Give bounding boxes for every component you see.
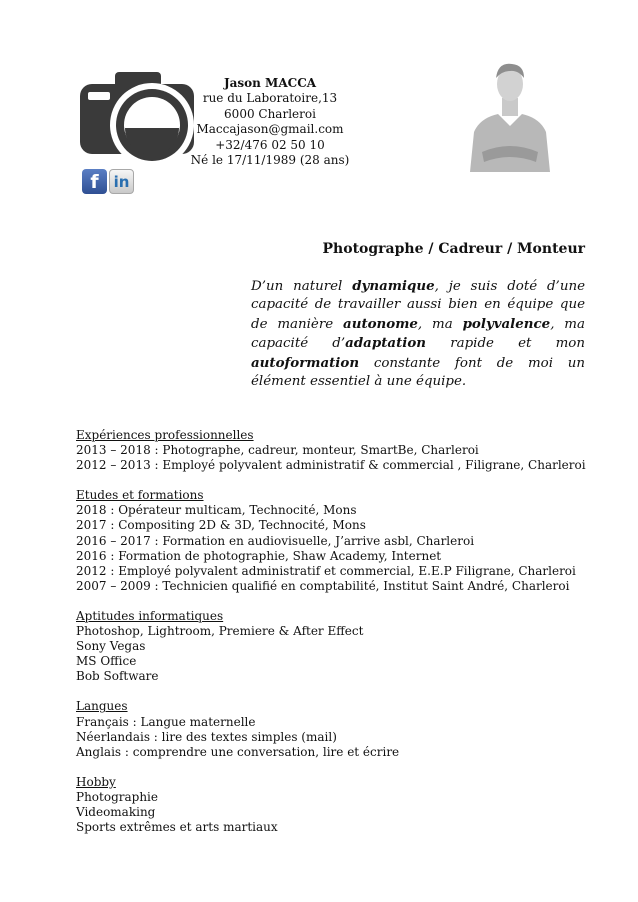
section-line: Français : Langue maternelle: [76, 714, 256, 729]
profile-photo: [468, 56, 552, 172]
section-line: Videomaking: [76, 804, 156, 819]
section-line: 2016 : Formation de photographie, Shaw Academy, Internet: [76, 548, 442, 563]
section-line: Anglais : comprendre une conversation, lire et écrire: [76, 744, 400, 759]
contact-street: rue du Laboratoire,13: [202, 91, 338, 106]
social-links: [82, 169, 134, 194]
summary-text: , ma capacité d’: [251, 316, 585, 352]
section-title: Hobby: [76, 774, 116, 789]
cv-section: [76, 775, 596, 835]
section-title: Langues: [76, 699, 128, 714]
section-title: Expériences professionnelles: [76, 428, 254, 442]
facebook-glyph: f: [90, 170, 99, 193]
section-line: 2016 – 2017 : Formation en audiovisuelle, J’arrive asbl, Charleroi: [76, 533, 475, 548]
summary-text: , je suis doté d’une capacité de travailler aussi bien en équipe que de manière: [251, 279, 585, 332]
summary-keyword: autoformation: [251, 354, 360, 371]
cv-section: [76, 609, 596, 684]
camera-logo-icon: [78, 70, 196, 168]
section-line: 2007 – 2009 : Technicien qualifié en comptabilité, Institut Saint André, Charleroi: [76, 578, 570, 593]
summary-text: rapide et mon: [426, 336, 585, 352]
section-line: Bob Software: [76, 669, 159, 684]
linkedin-glyph: in: [113, 172, 130, 191]
contact-email: Maccajason@gmail.com: [196, 122, 344, 137]
section-line: 2012 : Employé polyvalent administratif et commercial, E.E.P Filigrane, Charleroi: [76, 563, 576, 578]
section-line: 2018 : Opérateur multicam, Technocité, Mons: [76, 503, 357, 518]
summary-text: D’un naturel: [251, 279, 353, 294]
cv-section: [76, 699, 596, 759]
section-title: Aptitudes informatiques: [76, 608, 224, 623]
summary-paragraph: [251, 277, 585, 391]
linkedin-icon[interactable]: [109, 169, 134, 194]
contact-block: [190, 76, 350, 168]
section-line: MS Office: [76, 654, 137, 669]
summary-keyword: polyvalence: [462, 315, 551, 332]
facebook-icon[interactable]: [82, 169, 107, 194]
section-line: Photographie: [76, 789, 158, 804]
summary-keyword: adaptation: [345, 335, 427, 352]
section-line: 2013 – 2018 : Photographe, cadreur, monteur, SmartBe, Charleroi: [76, 443, 479, 458]
summary-text: , ma: [417, 316, 463, 332]
section-line: Néerlandais : lire des textes simples (mail): [76, 729, 337, 744]
contact-phone: +32/476 02 50 10: [215, 137, 325, 152]
section-line: Sony Vegas: [76, 639, 146, 654]
summary-keyword: autonome: [343, 315, 418, 332]
section-line: Photoshop, Lightroom, Premiere & After Effect: [76, 624, 364, 639]
contact-name: Jason MACCA: [223, 76, 317, 90]
cv-sections: [76, 428, 596, 850]
section-title: Etudes et formations: [76, 488, 204, 503]
contact-birthdate: Né le 17/11/1989 (28 ans): [190, 153, 350, 168]
summary-keyword: dynamique: [352, 278, 435, 294]
section-line: 2012 – 2013 : Employé polyvalent administratif & commercial , Filigrane, Charleroi: [76, 458, 586, 473]
section-line: 2017 : Compositing 2D & 3D, Technocité, Mons: [76, 518, 366, 533]
summary-text: constante font de moi un élément essentiel à une équipe.: [251, 355, 585, 390]
cv-section: [76, 488, 596, 594]
section-line: Sports extrêmes et arts martiaux: [76, 820, 278, 835]
contact-city: 6000 Charleroi: [224, 106, 316, 121]
job-title: Photographe / Cadreur / Monteur: [322, 241, 585, 257]
cv-section: [76, 428, 596, 473]
